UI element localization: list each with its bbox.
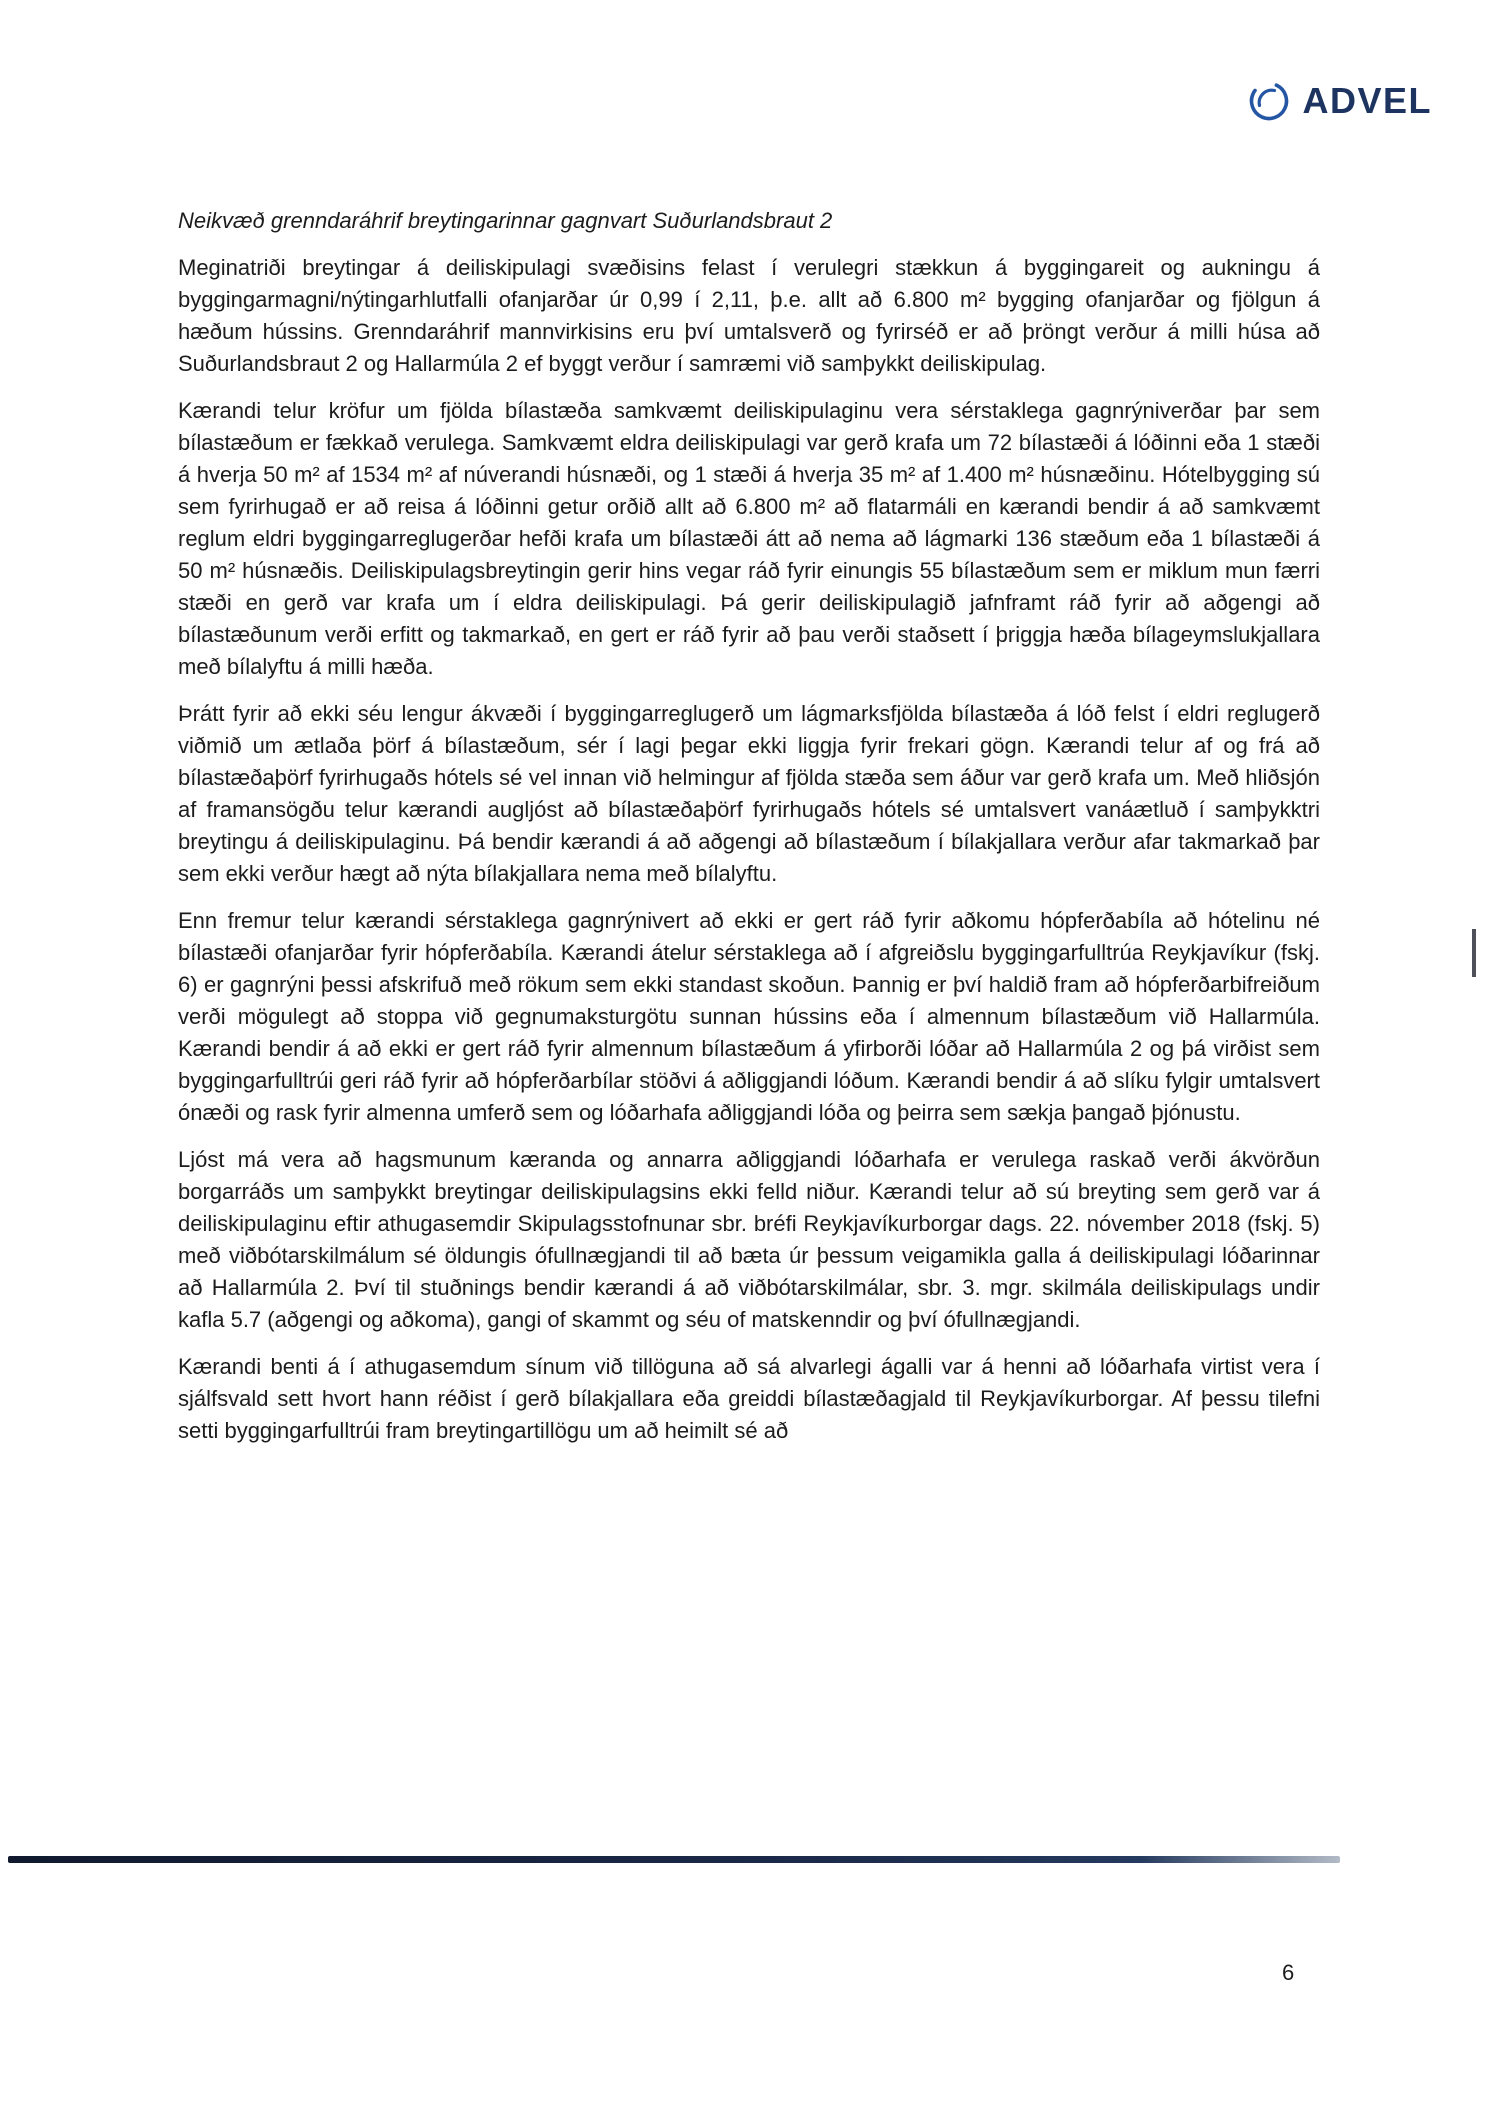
- page-number: 6: [1282, 1960, 1295, 1985]
- advel-logo-icon: [1246, 78, 1292, 124]
- advel-logo: [1246, 78, 1432, 124]
- paragraph-1: Meginatriði breytingar á deiliskipulagi svæðisins felast í verulegri stækkun á byggingareit og aukningu á byggingarmagni/nýtingarhlutfalli ofanjarðar úr 0,99 í 2,11, þ.e. allt að 6.800 m² bygging ofanjarðar og fjölgun á hæðum hússins. Grenndaráhrif mannvirkisins eru því umtalsverð og fyrirséð er að þröngt verður á milli húsa að Suðurlandsbraut 2 og Hallarmúla 2 ef byggt verður í samræmi við samþykkt deiliskipulag.: [178, 255, 1320, 376]
- paragraph-2: Kærandi telur kröfur um fjölda bílastæða samkvæmt deiliskipulaginu vera sérstaklega gagnrýniverðar þar sem bílastæðum er fækkað verulega. Samkvæmt eldra deiliskipulagi var gerð krafa um 72 bílastæði á lóðinni eða 1 stæði á hverja 50 m² af 1534 m² af núverandi húsnæði, og 1 stæði á hverja 35 m² af 1.400 m² húsnæðinu. Hótelbygging sú sem fyrirhugað er að reisa á lóðinni getur orðið allt að 6.800 m² að flatarmáli en kærandi bendir á að samkvæmt reglum eldri byggingarreglugerðar hefði krafa um bílastæði átt að nema að lágmarki 136 stæðum eða 1 bílastæði á 50 m² húsnæðis. Deiliskipulagsbreytingin gerir hins vegar ráð fyrir einungis 55 bílastæðum sem er miklum mun færri stæði en gerð var krafa um í eldra deiliskipulagi. Þá gerir deiliskipulagið jafnframt ráð fyrir að aðgengi að bílastæðunum verði erfitt og takmarkað, en gert er ráð fyrir að þau verði staðsett í þriggja hæða bílageymslukjallara með bílalyftu á milli hæða.: [178, 398, 1320, 679]
- advel-logo-text: ADVEL: [1302, 80, 1432, 121]
- paragraph-3: Þrátt fyrir að ekki séu lengur ákvæði í byggingarreglugerð um lágmarksfjölda bílastæða á lóð felst í eldri reglugerð viðmið um ætlaða þörf á bílastæðum, sér í lagi þegar ekki liggja fyrir frekari gögn. Kærandi telur af og frá að bílastæðaþörf fyrirhugaðs hótels sé vel innan við helmingur af fjölda stæða sem áður var gerð krafa um. Með hliðsjón af framansögðu telur kærandi augljóst að bílastæðaþörf fyrirhugaðs hótels sé umtalsvert vanáætluð í samþykktri breytingu á deiliskipulaginu. Þá bendir kærandi á að aðgengi að bílastæðum í bílakjallara verður afar takmarkað þar sem ekki verður hægt að nýta bílakjallara nema með bílalyftu.: [178, 701, 1320, 886]
- document-content: [178, 205, 1320, 1447]
- document-heading: Neikvæð grenndaráhrif breytingarinnar gagnvart Suðurlandsbraut 2: [178, 208, 833, 233]
- paragraph-5: Ljóst má vera að hagsmunum kæranda og annarra aðliggjandi lóðarhafa er verulega raskað verði ákvörðun borgarráðs um samþykkt breytingar deiliskipulagsins ekki felld niður. Kærandi telur að sú breyting sem gerð var á deiliskipulaginu eftir athugasemdir Skipulagsstofnunar sbr. bréfi Reykjavíkurborgar dags. 22. nóvember 2018 (fskj. 5) með viðbótarskilmálum sé öldungis ófullnægjandi til að bæta úr þessum veigamikla galla á deiliskipulagi lóðarinnar að Hallarmúla 2. Því til stuðnings bendir kærandi á að viðbótarskilmálar, sbr. 3. mgr. skilmála deiliskipulags undir kafla 5.7 (aðgengi og aðkoma), gangi of skammt og séu of matskenndir og því ófullnægjandi.: [178, 1147, 1320, 1332]
- paragraph-4: Enn fremur telur kærandi sérstaklega gagnrýnivert að ekki er gert ráð fyrir aðkomu hópferðabíla að hótelinu né bílastæði ofanjarðar fyrir hópferðabíla. Kærandi átelur sérstaklega að í afgreiðslu byggingarfulltrúa Reykjavíkur (fskj. 6) er gagnrýni þessi afskrifuð með rökum sem ekki standast skoðun. Þannig er því haldið fram að hópferðarbifreiðum verði mögulegt að stoppa við gegnumaksturgötu sunnan hússins eða í almennum bílastæðum við Hallarmúla. Kærandi bendir á að ekki er gert ráð fyrir almennum bílastæðum á yfirborði lóðar að Hallarmúla 2 og þá virðist sem byggingarfulltrúi geri ráð fyrir að hópferðarbílar stöðvi á aðliggjandi lóðum. Kærandi bendir á að slíku fylgir umtalsvert ónæði og rask fyrir almenna umferð sem og lóðarhafa aðliggjandi lóða og þeirra sem sækja þangað þjónustu.: [178, 908, 1320, 1125]
- paragraph-6: Kærandi benti á í athugasemdum sínum við tillöguna að sá alvarlegi ágalli var á henni að lóðarhafa virtist vera í sjálfsvald sett hvort hann réðist í gerð bílakjallara eða greiddi bílastæðagjald til Reykjavíkurborgar. Af þessu tilefni setti byggingarfulltrúi fram breytingartillögu um að heimilt sé að: [178, 1354, 1320, 1443]
- scan-artifact-line: [8, 1856, 1340, 1863]
- scan-artifact-mark: [1472, 929, 1476, 977]
